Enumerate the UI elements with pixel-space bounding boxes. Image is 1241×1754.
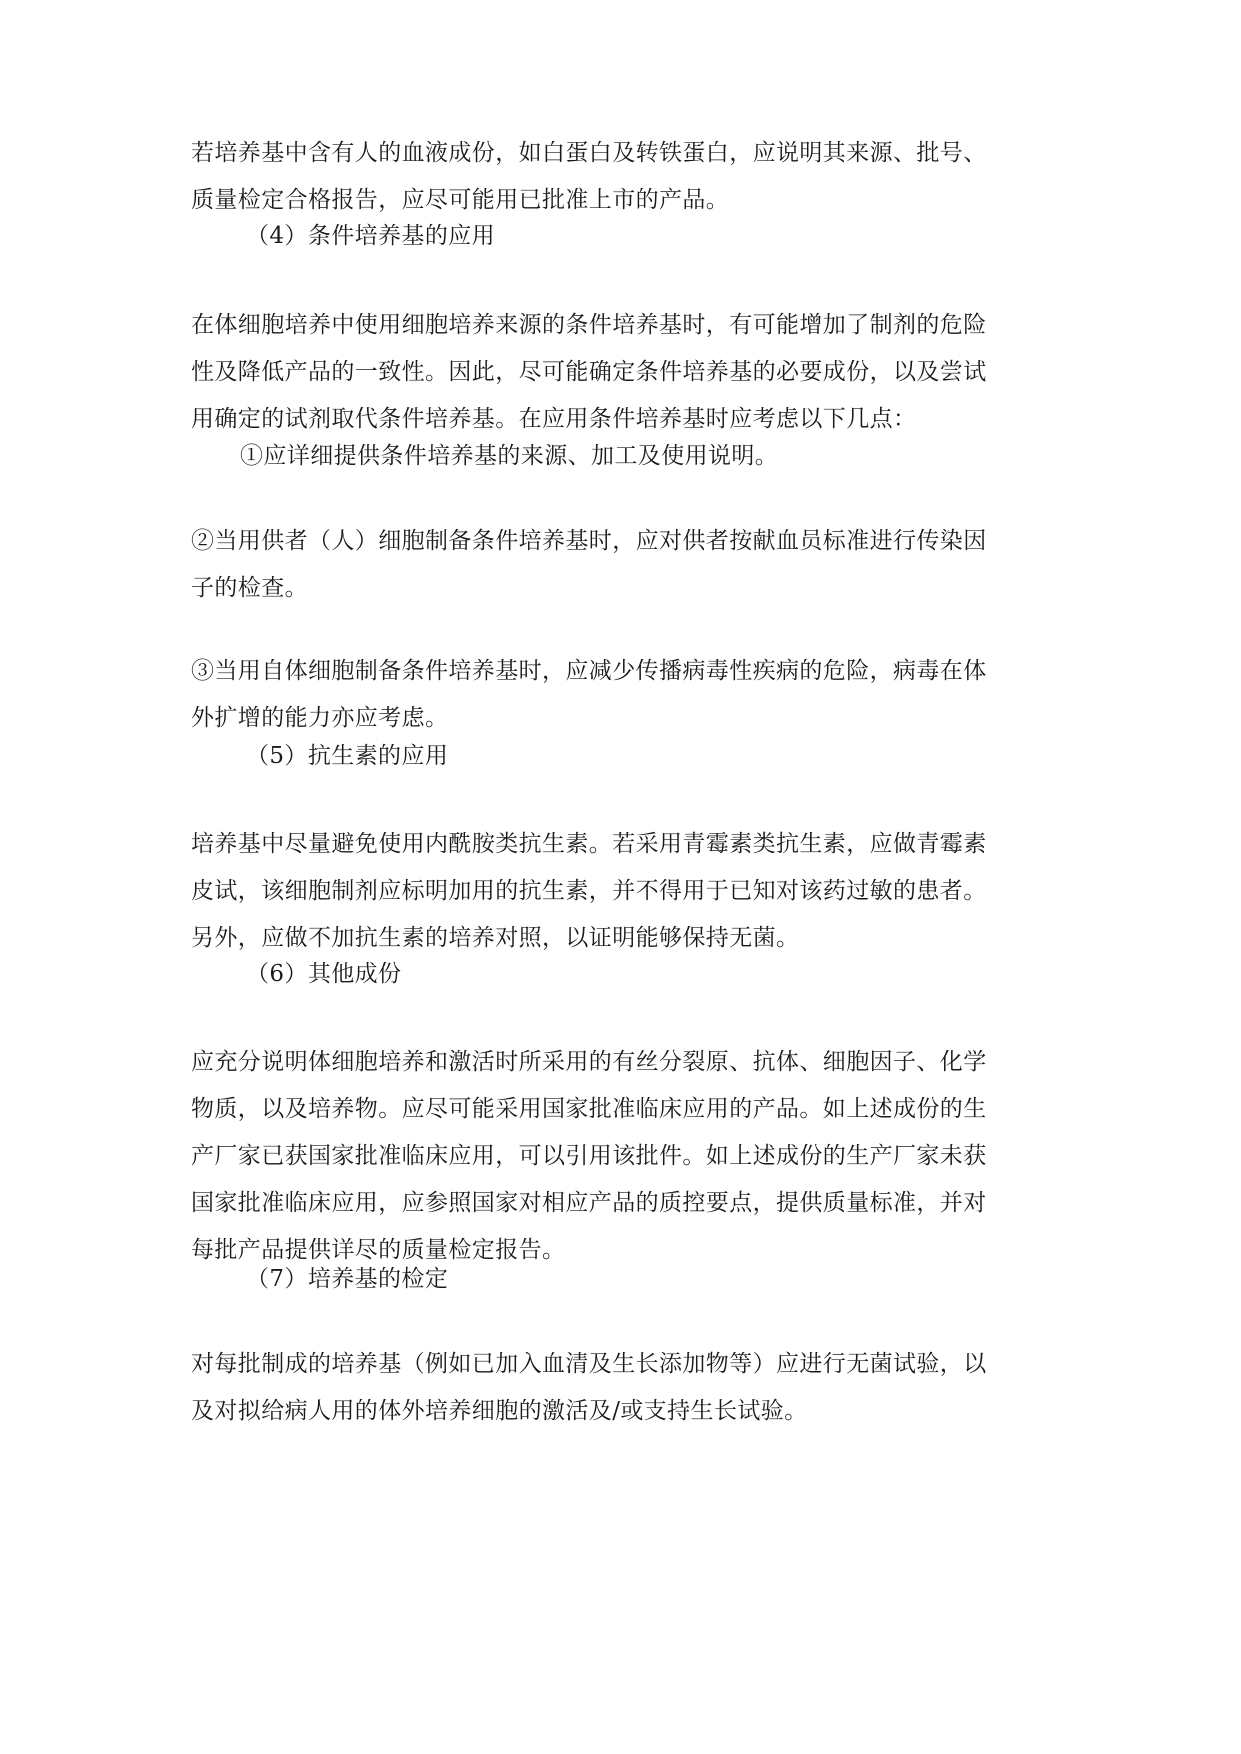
text-line: 培养基中尽量避免使用内酰胺类抗生素。若采用青霉素类抗生素，应做青霉素 xyxy=(191,831,987,857)
list-item-2 xyxy=(191,518,1053,612)
text-line: 国家批准临床应用，应参照国家对相应产品的质控要点，提供质量标准，并对 xyxy=(191,1190,987,1216)
text-line: 每批产品提供详尽的质量检定报告。 xyxy=(191,1237,566,1263)
text-line: 外扩增的能力亦应考虑。 xyxy=(191,705,449,731)
text-line: 对每批制成的培养基（例如已加入血清及生长添加物等）应进行无菌试验，以 xyxy=(191,1351,987,1377)
section-heading-4 xyxy=(246,213,1108,260)
paragraph-conditioned-medium xyxy=(191,302,1053,443)
text-line: 性及降低产品的一致性。因此，尽可能确定条件培养基的必要成份，以及尝试 xyxy=(191,359,987,385)
heading-text: （6）其他成份 xyxy=(246,961,402,987)
heading-text: （5）抗生素的应用 xyxy=(246,743,449,769)
text-line: 产厂家已获国家批准临床应用，可以引用该批件。如上述成份的生产厂家未获 xyxy=(191,1143,987,1169)
text-line: 在体细胞培养中使用细胞培养来源的条件培养基时，有可能增加了制剂的危险 xyxy=(191,312,987,338)
text-line: 物质，以及培养物。应尽可能采用国家批准临床应用的产品。如上述成份的生 xyxy=(191,1096,987,1122)
text-line: 另外，应做不加抗生素的培养对照，以证明能够保持无菌。 xyxy=(191,925,800,951)
text-line: ②当用供者（人）细胞制备条件培养基时，应对供者按献血员标准进行传染因 xyxy=(191,528,987,554)
paragraph-other-components xyxy=(191,1039,1053,1274)
heading-text: （7）培养基的检定 xyxy=(246,1266,449,1292)
text-line: ①应详细提供条件培养基的来源、加工及使用说明。 xyxy=(240,443,779,469)
text-line: 质量检定合格报告，应尽可能用已批准上市的产品。 xyxy=(191,187,730,213)
text-line: ③当用自体细胞制备条件培养基时，应减少传播病毒性疾病的危险，病毒在体 xyxy=(191,658,987,684)
list-item-3 xyxy=(191,648,1053,742)
text-line: 及对拟给病人用的体外培养细胞的激活及/或支持生长试验。 xyxy=(191,1398,808,1424)
paragraph-medium-testing xyxy=(191,1341,1053,1435)
text-line: 若培养基中含有人的血液成份，如白蛋白及转铁蛋白，应说明其来源、批号、 xyxy=(191,140,987,166)
paragraph-antibiotics xyxy=(191,821,1053,962)
section-heading-6 xyxy=(246,951,1108,998)
text-line: 应充分说明体细胞培养和激活时所采用的有丝分裂原、抗体、细胞因子、化学 xyxy=(191,1049,987,1075)
text-line: 用确定的试剂取代条件培养基。在应用条件培养基时应考虑以下几点： xyxy=(191,406,917,432)
text-line: 皮试，该细胞制剂应标明加用的抗生素，并不得用于已知对该药过敏的患者。 xyxy=(191,878,987,904)
list-item-1 xyxy=(240,433,1102,480)
section-heading-7 xyxy=(246,1256,1108,1303)
heading-text: （4）条件培养基的应用 xyxy=(246,223,496,249)
section-heading-5 xyxy=(246,733,1108,780)
text-line: 子的检查。 xyxy=(191,575,308,601)
paragraph-human-blood-components xyxy=(191,130,1053,224)
